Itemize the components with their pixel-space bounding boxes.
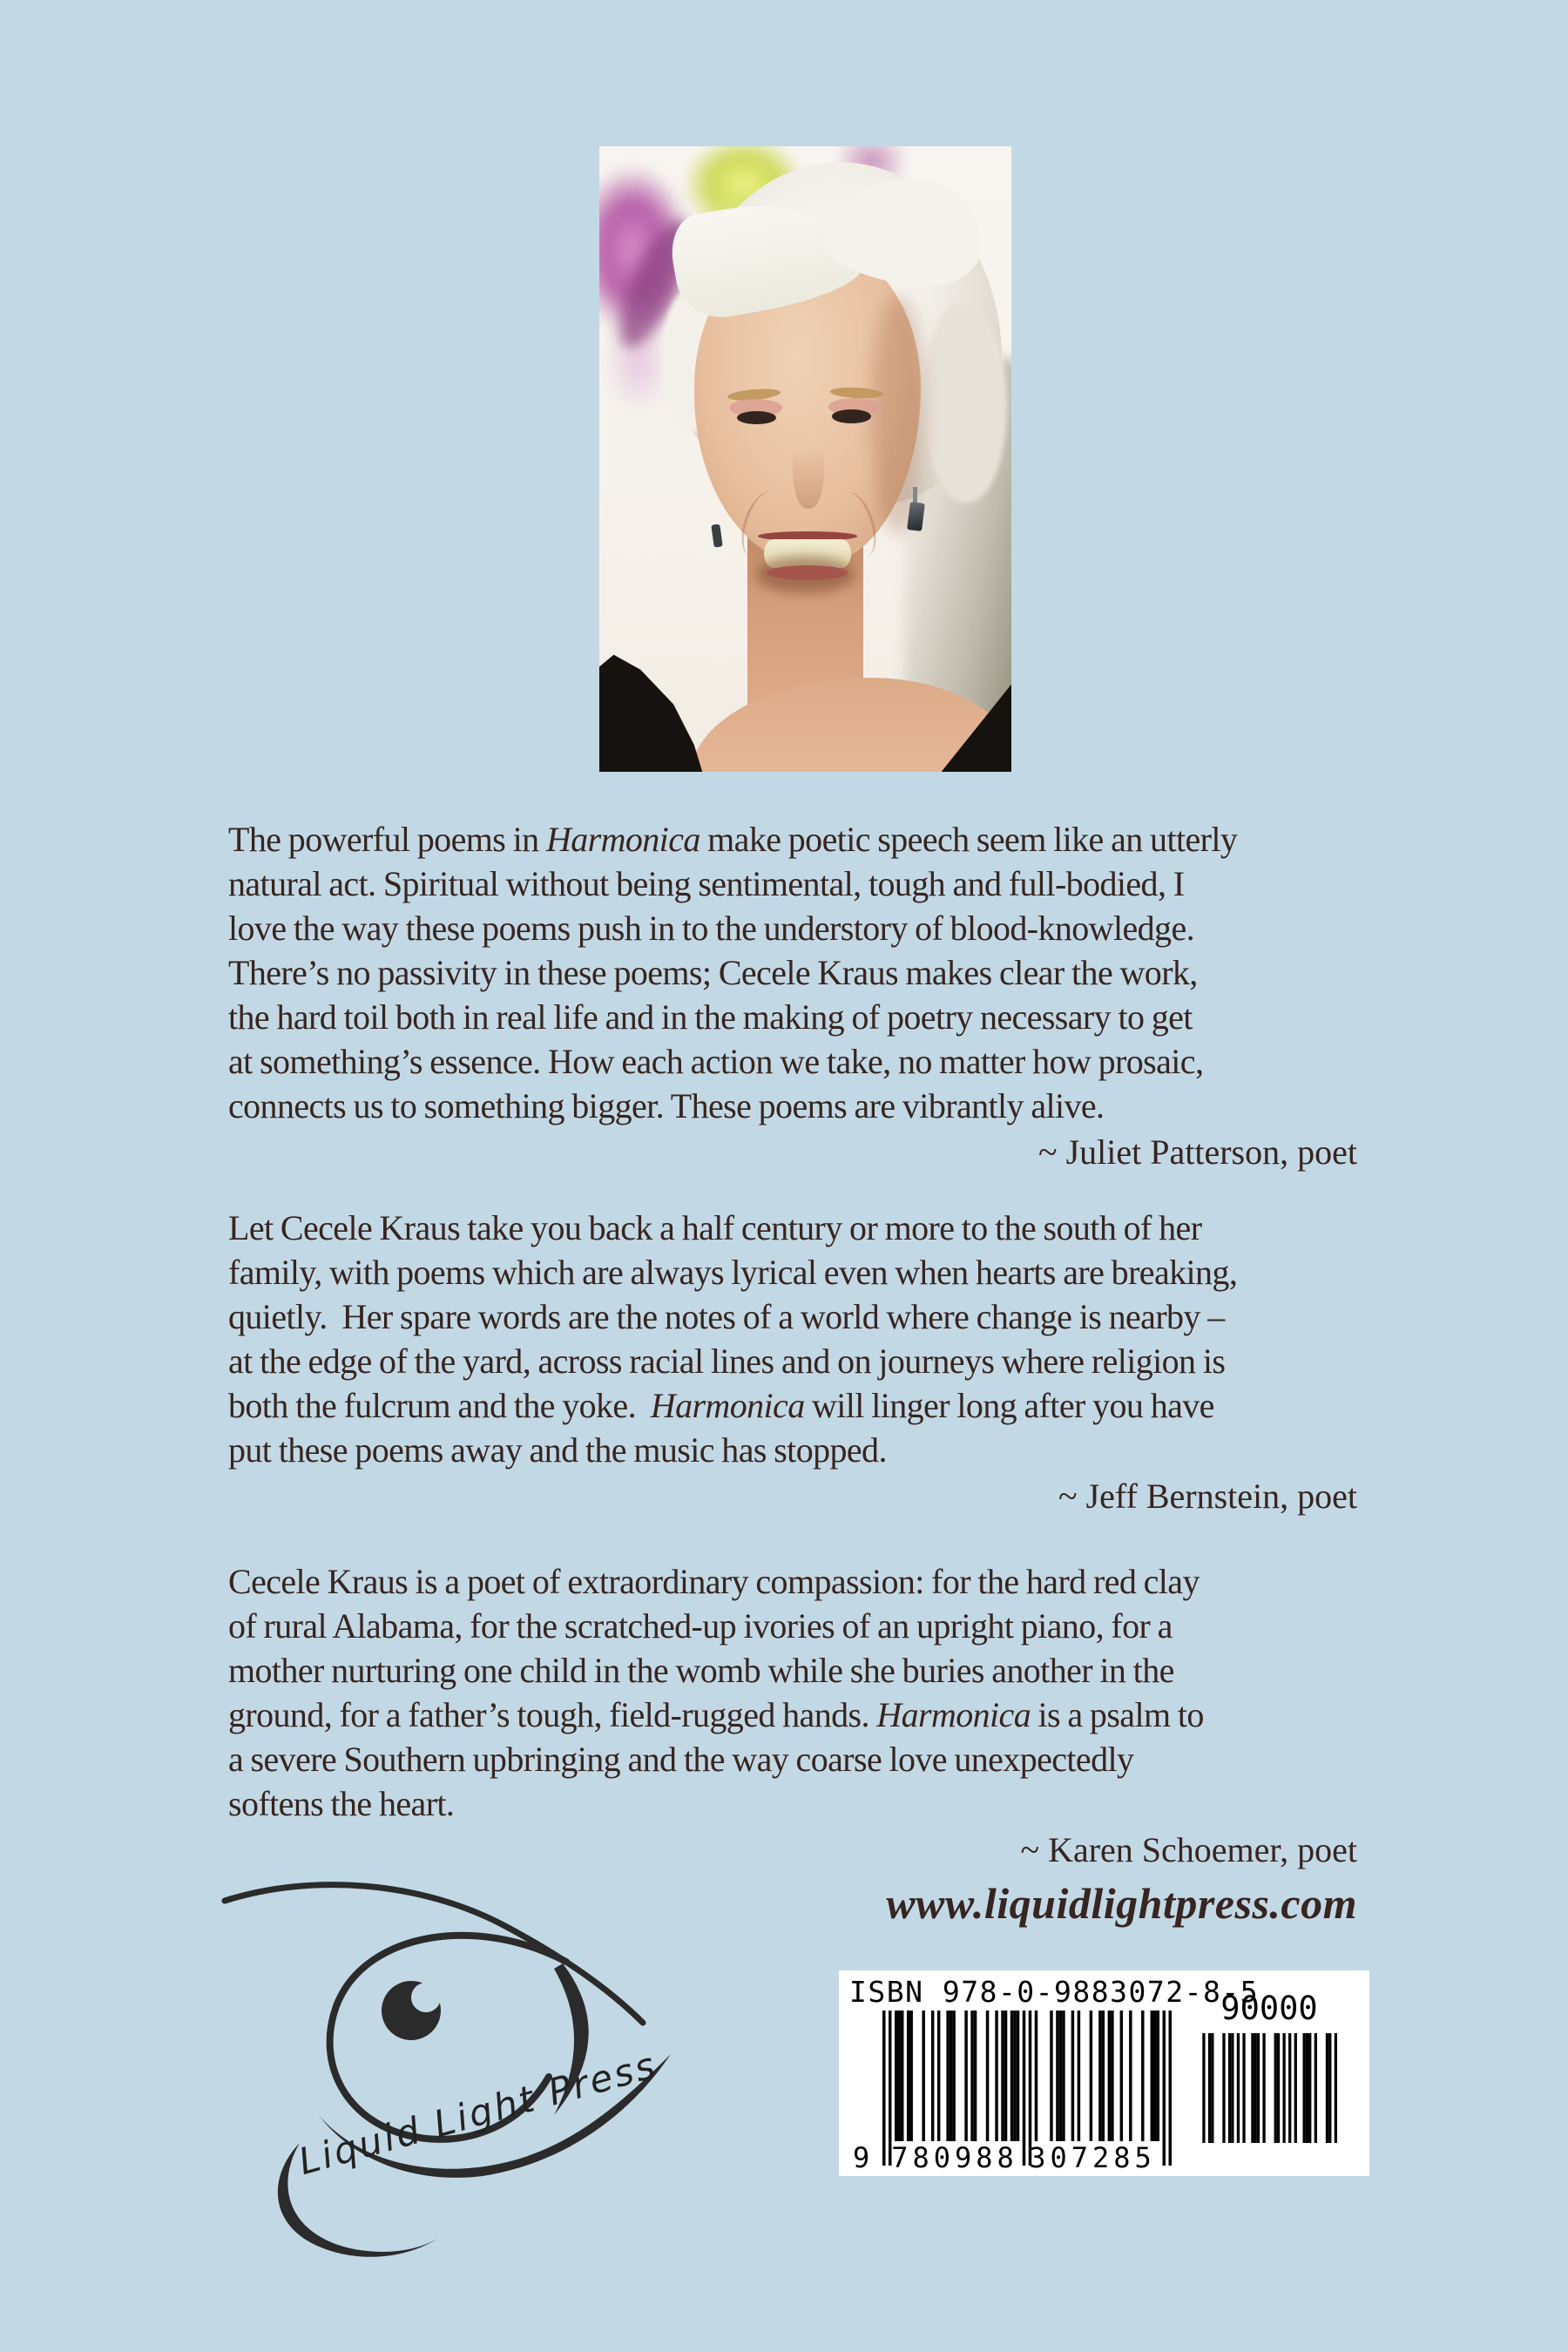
publisher-logo-text: Liquid Light Press [294,2043,662,2184]
blurb-line: of rural Alabama, for the scratched-up ivories of an upright piano, for a [228,1606,1173,1646]
barcode-price-code: 90000 [1220,1990,1318,2027]
barcode-digits-group2: 307285 [1029,2141,1156,2174]
blurb-1 [228,817,1357,1174]
blurb-2 [228,1206,1357,1518]
blurb-line: put these poems away and the music has stopped. [228,1430,887,1470]
isbn-label: ISBN 978-0-9883072-8-5 [849,1975,1260,2009]
blurb-line: quietly. Her spare words are the notes of a world where change is nearby – [228,1297,1225,1336]
blurb-line: a severe Southern upbringing and the way coarse love unexpectedly [228,1740,1134,1779]
blurb-attribution: ~ Jeff Bernstein, poet [1058,1477,1357,1516]
ean5-bars [1200,2033,1337,2143]
barcode-digits-group1: 780988 [891,2141,1018,2174]
website-url: www.liquidlightpress.com [886,1879,1357,1928]
blurb-line: connects us to something bigger. These poems are vibrantly alive. [228,1086,1105,1125]
pupil-highlight [411,1983,441,2012]
blurb-line: The powerful poems in Harmonica make poetic speech seem like an utterly [228,820,1238,859]
blurb-attribution: ~ Juliet Patterson, poet [1037,1132,1357,1172]
blurb-attribution: ~ Karen Schoemer, poet [1020,1830,1357,1869]
blurb-line: natural act. Spiritual without being sentimental, tough and full-bodied, I [228,864,1185,903]
blurb-line: the hard toil both in real life and in the making of poetry necessary to get [228,997,1193,1037]
blurb-3 [228,1559,1357,1872]
isbn-barcode [839,1970,1369,2176]
blurb-line: Let Cecele Kraus take you back a half century or more to the south of her [228,1208,1202,1247]
blurb-line: at something’s essence. How each action we take, no matter how prosaic, [228,1042,1204,1081]
blurb-line: at the edge of the yard, across racial lines and on journeys where religion is [228,1342,1226,1381]
publisher-logo [216,1880,721,2272]
blurb-line: both the fulcrum and the yoke. Harmonica will linger long after you have [228,1386,1214,1425]
blurb-line: family, with poems which are always lyrical even when hearts are breaking, [228,1253,1238,1292]
barcode-digit-left: 9 [853,2141,870,2174]
blurb-line: softens the heart. [228,1784,455,1823]
blurb-line: There’s no passivity in these poems; Cecele Kraus makes clear the work, [228,953,1198,992]
blurb-line: love the way these poems push in to the understory of blood-knowledge. [228,909,1194,948]
blurb-line: mother nurturing one child in the womb while she buries another in the [228,1651,1174,1690]
blurb-line: ground, for a father’s tough, field-rugged hands. Harmonica is a psalm to [228,1695,1204,1734]
blurb-line: Cecele Kraus is a poet of extraordinary compassion: for the hard red clay [228,1562,1200,1601]
